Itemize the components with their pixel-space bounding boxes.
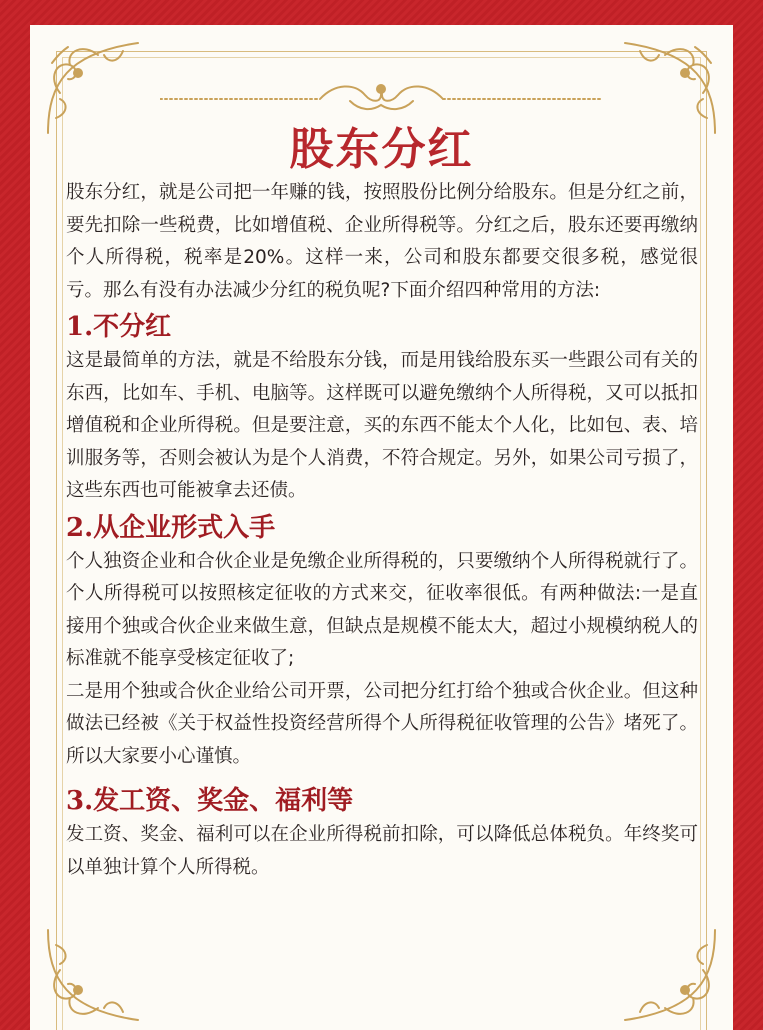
article-body	[66, 177, 698, 884]
section-heading: 2.从企业形式入手	[66, 512, 276, 543]
intro-paragraph: 股东分红，就是公司把一年赚的钱，按照股份比例分给股东。但是分红之前，要先扣除一些税费，比如增值税、企业所得税等。分红之后，股东还要再缴纳个人所得税，税率是20%。这样一来，公司和股东都要交很多税，感觉很亏。那么有没有办法减少分红的税负呢?下面介绍四种常用的方法:	[66, 182, 698, 301]
section-paragraph: 这是最简单的方法，就是不给股东分钱，而是用钱给股东买一些跟公司有关的东西，比如车、手机、电脑等。这样既可以避免缴纳个人所得税，又可以抵扣增值税和企业所得税。但是要注意，买的东西不能太个人化，比如包、表、培训服务等，否则会被认为是个人消费，不符合规定。另外，如果公司亏损了，这些东西也可能被拿去还债。	[66, 350, 698, 501]
page-title: 股东分红	[289, 124, 474, 175]
document-card	[30, 25, 733, 1030]
section-paragraph: 发工资、奖金、福利可以在企业所得税前扣除，可以降低总体税负。年终奖可以单独计算个人所得税。	[66, 824, 698, 878]
section-paragraph: 个人独资企业和合伙企业是免缴企业所得税的，只要缴纳个人所得税就行了。个人所得税可以按照核定征收的方式来交，征收率很低。有两种做法:一是直接用个独或合伙企业来做生意，但缺点是规模不能太大，超过小规模纳税人的标准就不能享受核定征收了;	[66, 550, 698, 669]
section-heading: 1.不分红	[66, 312, 172, 342]
section-paragraph: 二是用个独或合伙企业给公司开票，公司把分红打给个独或合伙企业。但这种做法已经被《关于权益性投资经营所得个人所得税征收管理的公告》堵死了。所以大家要小心谨慎。	[66, 680, 698, 767]
title-ornament-icon	[160, 77, 603, 117]
corner-flourish-icon	[615, 920, 725, 1030]
corner-flourish-icon	[38, 920, 148, 1030]
section-heading: 3.发工资、奖金、福利等	[66, 786, 354, 816]
